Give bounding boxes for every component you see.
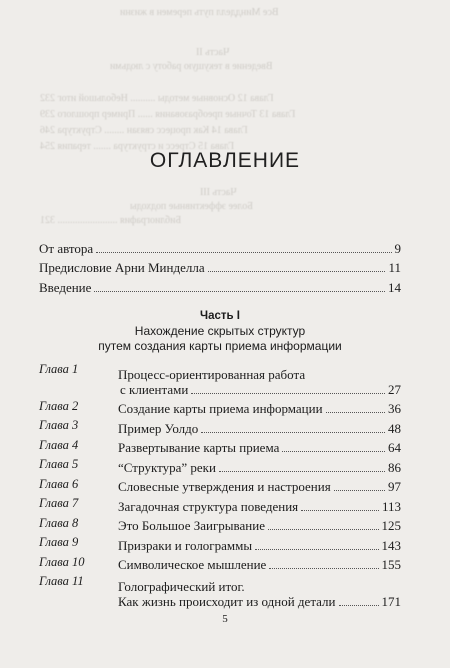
dot-leader	[191, 393, 385, 394]
page-title: ОГЛАВЛЕНИЕ	[149, 149, 301, 172]
toc-entry	[39, 275, 401, 295]
toc-entry	[39, 397, 401, 417]
toc-entry	[39, 514, 401, 534]
entry-title-cont: Как жизнь происходит из одной детали	[118, 594, 336, 609]
entry-page: 125	[381, 518, 401, 533]
entry-page: 27	[388, 381, 401, 397]
part-subtitle: путем создания карты приема информации	[98, 338, 342, 353]
dot-leader	[96, 252, 391, 253]
chapter-label: Глава 7	[39, 496, 79, 510]
entry-title: Развертывание карты приема	[118, 440, 280, 455]
toc-entry	[39, 572, 401, 609]
chapter-label: Глава 5	[39, 457, 79, 471]
entry-page: 143	[381, 537, 401, 553]
entry-page: 113	[381, 498, 401, 514]
entry-page: 64	[388, 440, 401, 455]
entry-page: 171	[381, 594, 401, 609]
toc-entry	[39, 360, 401, 397]
entry-page: 97	[388, 479, 401, 494]
entry-title: Это Большое Заигрывание	[118, 518, 265, 533]
entry-title: Призраки и голограммы	[118, 537, 253, 553]
chapter-label: Глава 3	[39, 418, 79, 432]
entry-title: Введение	[39, 279, 92, 295]
toc-entry	[39, 256, 401, 276]
dot-leader	[201, 432, 385, 433]
toc-entry	[39, 533, 401, 553]
part-heading	[39, 309, 401, 354]
entry-title: От автора	[39, 240, 94, 256]
dot-leader	[334, 490, 385, 491]
entry-page: 155	[381, 557, 401, 572]
chapter-label: Глава 10	[39, 554, 85, 569]
dot-leader	[268, 529, 379, 530]
toc-entry	[39, 416, 401, 436]
bleed-through-text: Все Миндделл путь перемен в жизни Часть II Введение в текущую работу с людьми Глава 12 Основные методы .......... Небольшой итог 232 Глава 13 Точные преобразования ...... Пример прошлого 239 Глава 14 Как процесс связан ........ Структура 246 Глава 15 Стресс и структура ....... терапия 254 Часть III Более эффективные подходы Библиография ........................ 321	[40, 7, 296, 226]
chapter-label: Глава 2	[39, 398, 79, 413]
table-of-contents	[39, 236, 401, 609]
entry-title: Предисловие Арни Минделла	[39, 260, 205, 275]
entry-page: 36	[388, 401, 401, 416]
dot-leader	[301, 510, 379, 511]
entry-title: Пример Уолдо	[118, 420, 199, 436]
toc-entry	[39, 494, 401, 514]
part-label: Часть I	[200, 309, 240, 322]
chapter-label: Глава 4	[39, 437, 79, 452]
entry-title: Создание карты приема информации	[118, 401, 323, 416]
dot-leader	[339, 605, 379, 606]
chapter-label: Глава 1	[39, 361, 79, 376]
entry-page: 86	[388, 459, 401, 475]
dot-leader	[282, 451, 385, 452]
chapter-label: Глава 11	[39, 574, 84, 588]
toc-entry	[39, 553, 401, 573]
entry-page: 48	[388, 420, 401, 436]
dot-leader	[219, 471, 385, 472]
dot-leader	[269, 568, 378, 569]
entry-page: 9	[394, 240, 401, 256]
chapter-label: Глава 9	[39, 535, 79, 549]
chapter-label: Глава 6	[39, 476, 79, 491]
entry-title: Словесные утверждения и настроения	[118, 479, 331, 494]
toc-entry	[39, 475, 401, 495]
entry-title-cont: с клиентами	[120, 381, 189, 397]
entry-title: Процесс-ориентированная работа	[118, 366, 306, 382]
entry-page: 11	[388, 260, 401, 275]
toc-entry	[39, 436, 401, 456]
entry-title: Голографический итог.	[118, 579, 245, 594]
chapter-label: Глава 8	[39, 515, 79, 530]
toc-entry	[39, 455, 401, 475]
toc-entry	[39, 236, 401, 256]
dot-leader	[326, 412, 385, 413]
dot-leader	[208, 271, 386, 272]
entry-page: 14	[388, 279, 401, 295]
entry-title: Загадочная структура поведения	[118, 498, 299, 514]
entry-title: “Структура” реки	[118, 459, 216, 475]
page-number: 5	[222, 613, 228, 625]
dot-leader	[255, 549, 378, 550]
dot-leader	[94, 291, 385, 292]
part-subtitle: Нахождение скрытых структур	[134, 323, 306, 338]
entry-title: Символическое мышление	[118, 557, 267, 572]
